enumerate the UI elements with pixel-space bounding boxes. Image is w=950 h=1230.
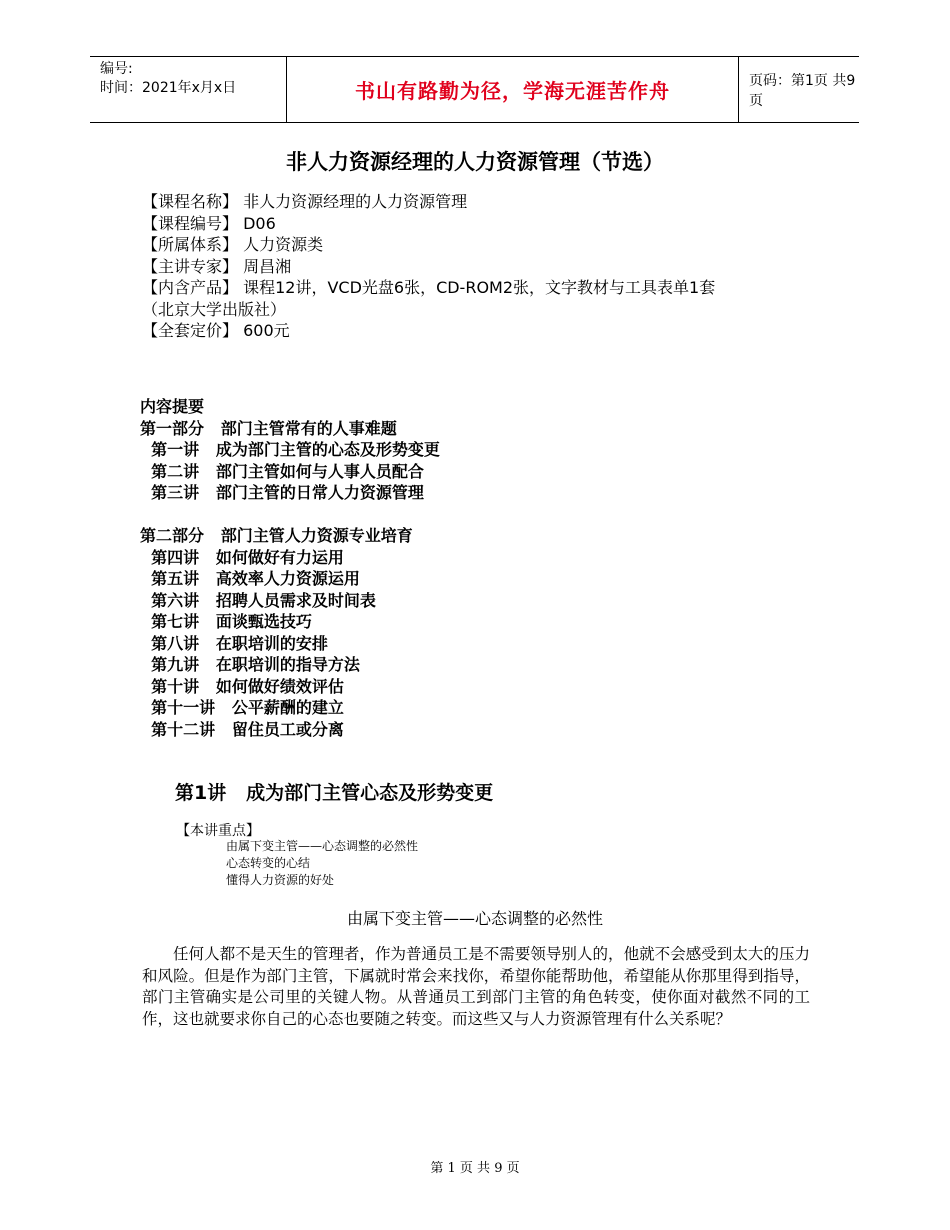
info-lecturer: 【主讲专家】 周昌湘 xyxy=(142,256,292,276)
toc-item: 第七讲 面谈甄选技巧 xyxy=(140,612,312,631)
key-points-label: 【本讲重点】 xyxy=(176,823,260,839)
toc-item: 第一讲 成为部门主管的心态及形势变更 xyxy=(140,440,440,459)
header-table xyxy=(90,56,859,123)
info-category: 【所属体系】 人力资源类 xyxy=(142,235,324,254)
toc-item: 第八讲 在职培训的安排 xyxy=(140,633,328,653)
key-points-list xyxy=(226,838,418,889)
toc-item: 第三讲 部门主管的日常人力资源管理 xyxy=(140,483,424,502)
info-price: 【全套定价】 600元 xyxy=(142,321,290,340)
number-label: 编号: xyxy=(100,61,133,77)
toc-item: 第十一讲 公平薪酬的建立 xyxy=(140,698,344,717)
toc-item: 第十讲 如何做好绩效评估 xyxy=(140,676,344,696)
toc-item: 第四讲 如何做好有力运用 xyxy=(140,547,344,567)
toc-item: 第十二讲 留住员工或分离 xyxy=(140,719,344,739)
toc-item: 第二讲 部门主管如何与人事人员配合 xyxy=(140,461,424,481)
toc-part-2: 第二部分 部门主管人力资源专业培育 xyxy=(140,526,413,545)
header-motto: 书山有路勤为径，学海无涯苦作舟 xyxy=(286,57,739,122)
header-page-label: 页码：第1页 共9页 xyxy=(749,72,856,109)
course-info xyxy=(142,191,822,342)
body-paragraph: 任何人都不是天生的管理者，作为普通员工是不需要领导别人的，他就不会感受到太大的压力和风险。但是作为部门主管，下属就时常会来找你，希望你能帮助他，希望能从你那里得到指导，部门主管确实是公司里的关键人物。从普通员工到部门主管的角色转变，使你面对截然不同的工作，这也就要求你自己的心态也要随之转变。而这些又与人力资源管理有什么关系呢？ xyxy=(142,945,810,1028)
header-meta-cell xyxy=(90,57,286,122)
time-label: 时间：2021年x月x日 xyxy=(100,80,237,96)
page-footer: 第 1 页 共 9 页 xyxy=(430,1161,520,1176)
document-title: 非人力资源经理的人力资源管理（节选） xyxy=(286,150,664,174)
key-point: 懂得人力资源的好处 xyxy=(226,873,335,887)
toc-heading: 内容提要 xyxy=(140,397,205,416)
info-course-code: 【课程编号】 D06 xyxy=(142,213,276,233)
toc-item: 第六讲 招聘人员需求及时间表 xyxy=(140,590,376,610)
key-point: 由属下变主管——心态调整的必然性 xyxy=(226,839,419,853)
table-of-contents xyxy=(140,396,440,740)
toc-part-1: 第一部分 部门主管常有的人事难题 xyxy=(140,418,397,438)
key-point: 心态转变的心结 xyxy=(226,856,311,870)
toc-item: 第五讲 高效率人力资源运用 xyxy=(140,569,360,588)
info-publisher: （北京大学出版社） xyxy=(142,299,287,319)
toc-item: 第九讲 在职培训的指导方法 xyxy=(140,655,360,674)
section-heading: 由属下变主管——心态调整的必然性 xyxy=(346,909,603,928)
info-course-name: 【课程名称】 非人力资源经理的人力资源管理 xyxy=(142,192,468,211)
lecture-heading: 第1讲 成为部门主管心态及形势变更 xyxy=(175,782,494,804)
info-products: 【内含产品】 课程12讲，VCD光盘6张，CD-ROM2张，文字教材与工具表单1套 xyxy=(142,278,716,297)
